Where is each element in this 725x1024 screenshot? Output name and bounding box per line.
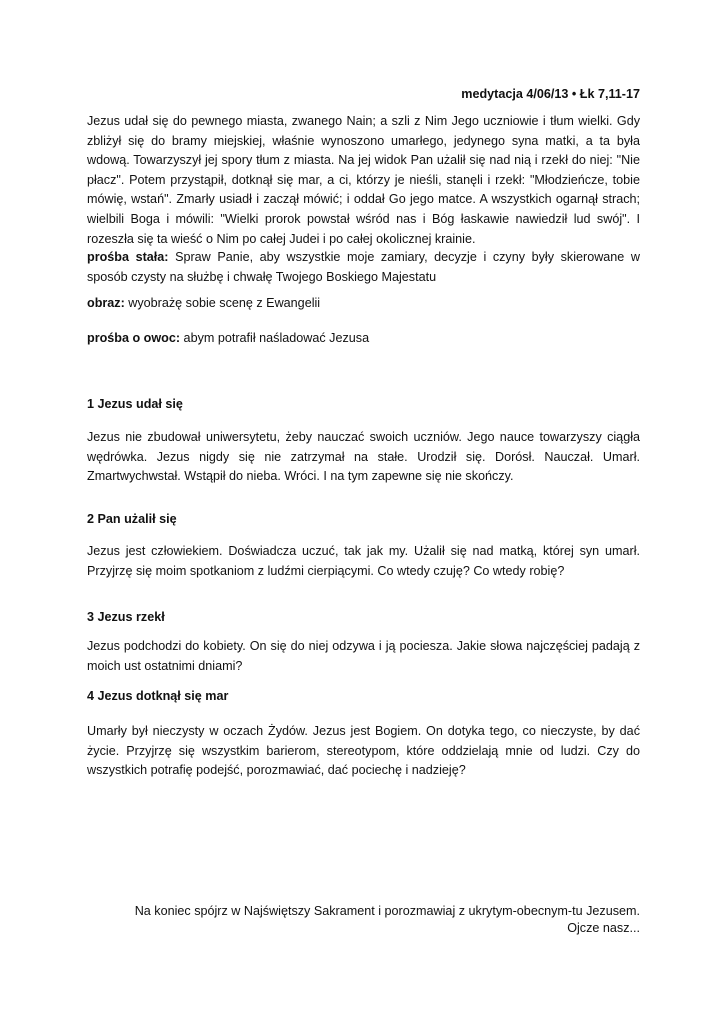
- point-4-text: Umarły był nieczysty w oczach Żydów. Jezus jest Bogiem. On dotyka tego, co nieczyste, by dać życie. Przyjrzę się wszystkim barierom, stereotypom, które oddzielają mnie od ludzi. Czy do wszystkich potrafię podejść, porozmawiać, dać pociechę i nadzieję?: [87, 724, 640, 778]
- point-3-text: Jezus podchodzi do kobiety. On się do niej odzywa i ją pociesza. Jakie słowa najczęściej padają z moich ust ostatnimi dniami?: [87, 639, 640, 673]
- gospel-passage: Jezus udał się do pewnego miasta, zwanego Nain; a szli z Nim Jego uczniowie i tłum wielki. Gdy zbliżył się do bramy miejskiej, właśnie wynoszono umarłego, jedynego syna matki, a ta była wdową. Towarzyszył jej spory tłum z miasta. Na jej widok Pan użalił się nad nią i rzekł do niej: "Nie płacz". Potem przystąpił, dotknął się mar, a ci, którzy je nieśli, stanęli i rzekł: "Młodzieńcze, tobie mówię, wstań". Zmarły usiadł i zaczął mówić; i oddał Go jego matce. A wszystkich ogarnął strach; wielbili Boga i mówili: "Wielki prorok powstał wśród nas i Bóg łaskawie nawiedził lud swój". I rozeszła się ta wieść o Nim po całej Judei i po całej okolicznej krainie.: [87, 114, 640, 246]
- point-1-text: Jezus nie zbudował uniwersytetu, żeby nauczać swoich uczniów. Jego nauce towarzyszy ciągła wędrówka. Jezus nigdy się nie zatrzymał na stałe. Urodził się. Dorósł. Nauczał. Umarł. Zmartwychwstał. Wstąpił do nieba. Wróci. I na tym zapewne się nie skończy.: [87, 430, 640, 484]
- prosba-owoc-label: prośba o owoc:: [87, 331, 181, 345]
- point-2-text: Jezus jest człowiekiem. Doświadcza uczuć, tak jak my. Użalił się nad matką, której syn umarł. Przyjrzę się moim spotkaniom z ludźmi cierpiącymi. Co wtedy czuję? Co wtedy robię?: [87, 544, 640, 578]
- meditation-title: medytacja 4/06/13 • Łk 7,11-17: [461, 87, 640, 101]
- obraz-text: wyobrażę sobie scenę z Ewangelii: [124, 296, 321, 310]
- prosba-owoc-paragraph: [87, 329, 640, 349]
- prosba-owoc-text: abym potrafił naśladować Jezusa: [180, 331, 370, 345]
- point-4-heading: 4 Jezus dotknął się mar: [87, 689, 229, 703]
- obraz-paragraph: [87, 294, 640, 314]
- prosba-stala-paragraph: [87, 248, 640, 287]
- closing-prayer: Ojcze nasz...: [567, 921, 640, 935]
- prosba-stala-label: prośba stała:: [87, 250, 169, 264]
- point-2-heading: 2 Pan użalił się: [87, 512, 177, 526]
- closing-instruction: Na koniec spójrz w Najświętszy Sakrament i porozmawiaj z ukrytym-obecnym-tu Jezusem.: [134, 904, 640, 918]
- point-1-heading: 1 Jezus udał się: [87, 397, 183, 411]
- obraz-label: obraz:: [87, 296, 125, 310]
- point-3-heading: 3 Jezus rzekł: [87, 610, 165, 624]
- prosba-stala-text: Spraw Panie, aby wszystkie moje zamiary, decyzje i czyny były skierowane w sposób czysty na służbę i chwałę Twojego Boskiego Majestatu: [87, 250, 640, 284]
